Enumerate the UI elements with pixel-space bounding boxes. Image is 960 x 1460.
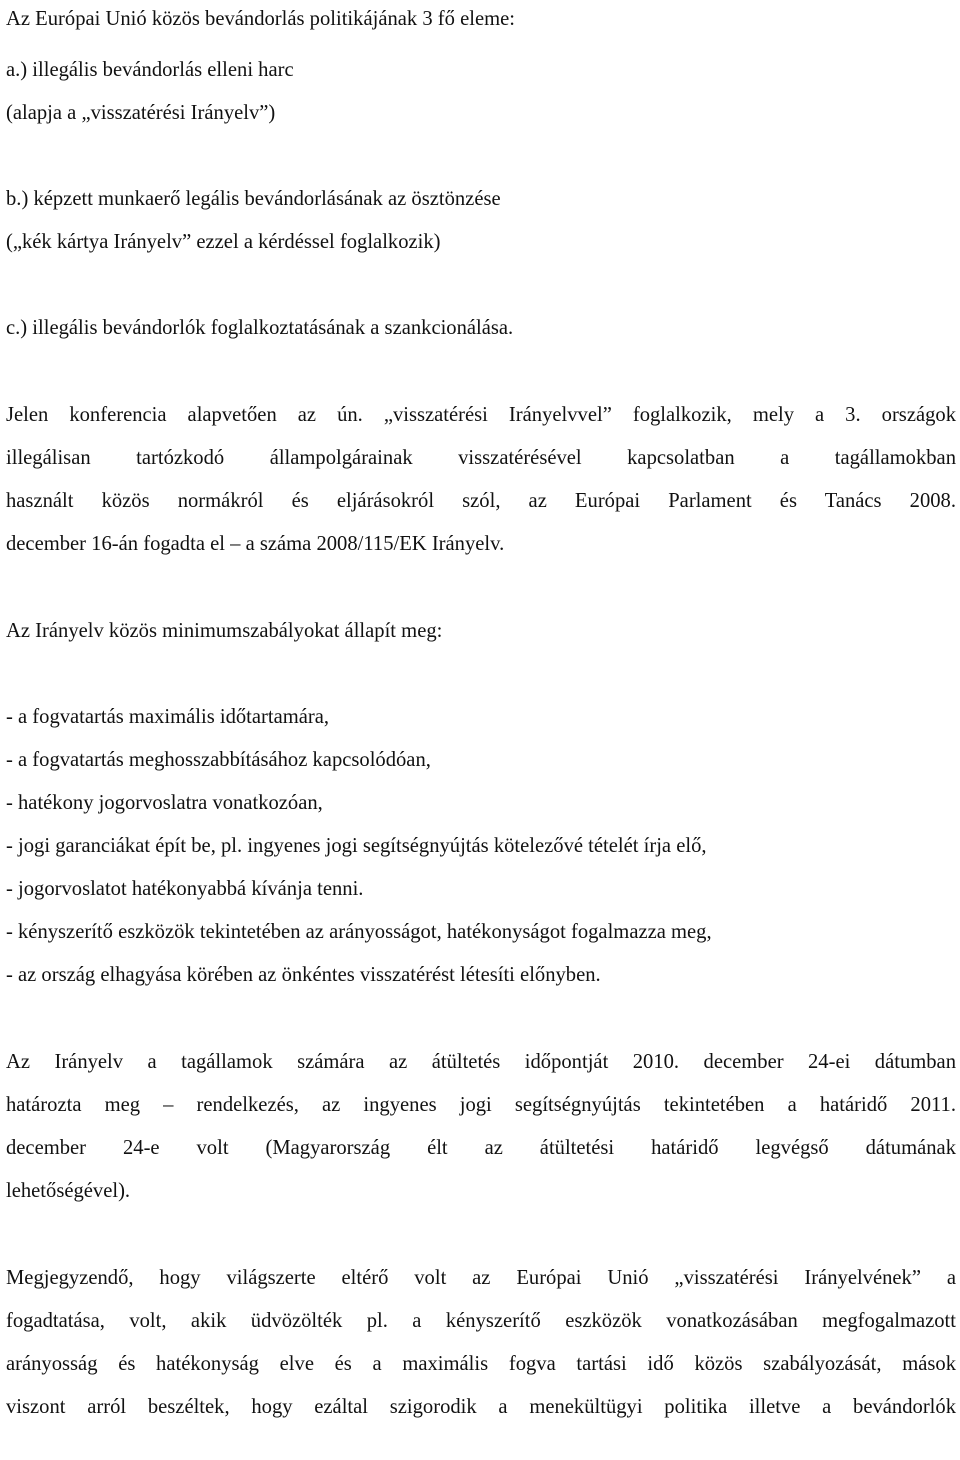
paragraph3-line3: arányosság és hatékonyság elve és a maximális fogva tartási idő közös szabályozását, mások bbox=[6, 1353, 956, 1375]
minimum-rules-heading: Az Irányelv közös minimumszabályokat állapít meg: bbox=[6, 620, 443, 642]
paragraph1-line1: Jelen konferencia alapvetően az ún. „visszatérési Irányelvvel” foglalkozik, mely a 3. országok bbox=[6, 404, 956, 426]
rule-item: - a fogvatartás maximális időtartamára, bbox=[6, 706, 330, 728]
rule-item: - kényszerítő eszközök tekintetében az arányosságot, hatékonyságot fogalmazza meg, bbox=[6, 921, 712, 943]
paragraph1-line2: illegálisan tartózkodó állampolgárainak visszatérésével kapcsolatban a tagállamokban bbox=[6, 447, 956, 469]
element-a-line1: a.) illegális bevándorlás elleni harc bbox=[6, 59, 294, 81]
paragraph3-line1: Megjegyzendő, hogy világszerte eltérő volt az Európai Unió „visszatérési Irányelvének” a bbox=[6, 1267, 956, 1289]
rule-item: - a fogvatartás meghosszabbításához kapcsolódóan, bbox=[6, 749, 431, 771]
paragraph2-line2: határozta meg – rendelkezés, az ingyenes jogi segítségnyújtás tekintetében a határidő 2011. bbox=[6, 1094, 956, 1116]
element-c-line1: c.) illegális bevándorlók foglalkoztatásának a szankcionálása. bbox=[6, 317, 514, 339]
rule-item: - jogorvoslatot hatékonyabbá kívánja tenni. bbox=[6, 878, 364, 900]
intro-title: Az Európai Unió közös bevándorlás politikájának 3 fő eleme: bbox=[6, 8, 515, 30]
element-a-line2: (alapja a „visszatérési Irányelv”) bbox=[6, 102, 276, 124]
paragraph3-line4: viszont arról beszéltek, hogy ezáltal szigorodik a menekültügyi politika illetve a bevándorlók bbox=[6, 1396, 956, 1418]
paragraph3-line2: fogadtatása, volt, akik üdvözölték pl. a kényszerítő eszközök vonatkozásában megfogalmazott bbox=[6, 1310, 956, 1332]
paragraph2-line3: december 24-e volt (Magyarország élt az átültetési határidő legvégső dátumának bbox=[6, 1137, 956, 1159]
paragraph1-line3: használt közös normákról és eljárásokról szól, az Európai Parlament és Tanács 2008. bbox=[6, 490, 956, 512]
paragraph1-line4: december 16-án fogadta el – a száma 2008/115/EK Irányelv. bbox=[6, 533, 505, 555]
paragraph2-line1: Az Irányelv a tagállamok számára az átültetés időpontját 2010. december 24-ei dátumban bbox=[6, 1051, 956, 1073]
rule-item: - jogi garanciákat épít be, pl. ingyenes jogi segítségnyújtás kötelezővé tételét írja elő, bbox=[6, 835, 707, 857]
rule-item: - az ország elhagyása körében az önkéntes visszatérést létesíti előnyben. bbox=[6, 964, 601, 986]
element-b-line2: („kék kártya Irányelv” ezzel a kérdéssel foglalkozik) bbox=[6, 231, 441, 253]
element-b-line1: b.) képzett munkaerő legális bevándorlásának az ösztönzése bbox=[6, 188, 501, 210]
rule-item: - hatékony jogorvoslatra vonatkozóan, bbox=[6, 792, 323, 814]
paragraph2-line4: lehetőségével). bbox=[6, 1180, 131, 1202]
